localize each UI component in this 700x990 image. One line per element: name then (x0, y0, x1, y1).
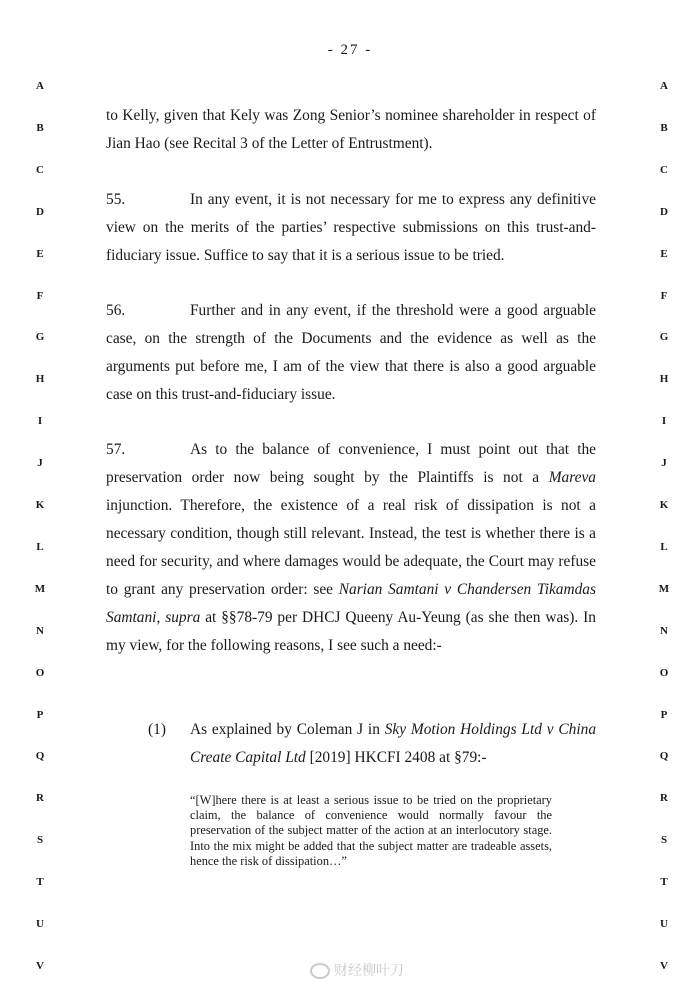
left-margin-letter-f: F (36, 289, 44, 302)
supra-italic: supra (165, 609, 201, 626)
right-margin-letter-j: J (661, 457, 667, 470)
left-margin-letter-u: U (36, 918, 44, 930)
right-margin-letter-v: V (660, 959, 668, 972)
right-margin-letter-l: L (660, 540, 668, 553)
page-number: - 27 - (327, 42, 373, 58)
right-margin-letter-h: H (659, 373, 669, 386)
left-margin-letter-b: B (36, 121, 44, 134)
left-margin-letter-m: M (34, 582, 46, 595)
left-margin-letter-d: D (36, 205, 44, 218)
case-citation-italic: Narian Samtani v Chandersen Tikamdas Samtani (106, 581, 596, 626)
right-margin-letter-m: M (658, 582, 670, 595)
carryover-text: to Kelly, given that Kely was Zong Senior’s nominee shareholder in respect of Jian Hao (see Recital 3 of the Letter of Entrustment). (106, 107, 596, 152)
paragraph-text-part: injunction. Therefore, the existence of a real risk of dissipation is not a necessary condition, though still relevant. Instead, the test is whether there is a need for security, and where damages would be adequate, the Court may refuse to grant any preservation order: see (106, 497, 596, 598)
left-margin-letter-s: S (36, 834, 44, 847)
case-citation-italic: Sky Motion Holdings Ltd v China Create Capital Ltd (190, 721, 597, 766)
sub-item-1 (148, 716, 596, 772)
watermark (310, 960, 404, 980)
right-margin-letter-u: U (660, 918, 668, 930)
left-margin-letter-o: O (35, 666, 45, 679)
left-margin-letter-q: Q (35, 750, 45, 763)
quote-text: “[W]here there is at least a serious issue to be tried on the proprietary claim, the balance of convenience would normally favour the preservation of the subject matter of the action at an interlocutory stage. Into the mix might be added that the subject matter are tradeable assets, hence the risk of dissipation…” (190, 793, 552, 868)
left-margin-letter-k: K (35, 499, 45, 511)
paragraph-number: 56. (106, 302, 126, 319)
left-margin-letter-t: T (36, 876, 44, 889)
left-margin-letter-g: G (35, 331, 45, 344)
right-margin-letter-d: D (660, 205, 668, 218)
sub-item-text-part: [2019] HKCFI 2408 at §79:- (305, 749, 487, 766)
paragraph-text-part: at §§78-79 per DHCJ Queeny Au-Yeung (as she then was). In my view, for the following reasons, I see such a need:- (106, 609, 596, 654)
paragraph-text: In any event, it is not necessary for me to express any definitive view on the merits of the parties’ respective submissions on this trust-and-fiduciary issue. Suffice to say that it is a serious issue to be tried. (106, 191, 596, 264)
left-margin-letter-e: E (36, 247, 44, 260)
paragraph-55 (106, 186, 596, 270)
right-margin-letter-r: R (660, 792, 668, 805)
right-margin-letter-q: Q (659, 750, 669, 763)
left-margin-letter-r: R (36, 792, 44, 805)
left-margin-letter-p: P (36, 708, 44, 721)
paragraph-number: 57. (106, 441, 126, 458)
right-margin-letter-e: E (660, 247, 668, 260)
paragraph-text-part: , (156, 609, 166, 626)
right-margin-letter-k: K (659, 499, 669, 511)
left-margin-letter-j: J (37, 457, 43, 470)
paragraph-56 (106, 297, 596, 409)
right-margin-letter-c: C (660, 163, 668, 176)
sub-item-text-part: As explained by Coleman J in (190, 721, 385, 738)
watermark-text: 财经柳叶刀 (334, 963, 404, 979)
right-margin-letter-a: A (660, 80, 668, 92)
carryover-paragraph (106, 102, 596, 158)
left-margin-letter-i: I (37, 415, 43, 428)
paragraph-number: 55. (106, 191, 126, 208)
left-margin-letter-c: C (36, 163, 44, 176)
right-margin-letter-t: T (660, 876, 668, 889)
sub-item-number: (1) (148, 721, 166, 738)
right-margin-letter-n: N (660, 624, 668, 637)
paragraph-text: Further and in any event, if the threshold were a good arguable case, on the strength of the Documents and the evidence as well as the arguments put before me, I am of the view that there is also a good arguable case on this trust-and-fiduciary issue. (106, 302, 596, 403)
right-margin-letter-p: P (660, 708, 668, 721)
right-margin-letter-b: B (660, 121, 668, 134)
left-margin-letter-a: A (36, 80, 44, 92)
left-margin-letter-n: N (36, 624, 44, 637)
left-margin-letter-h: H (35, 373, 45, 386)
right-margin-letter-f: F (660, 289, 668, 302)
right-margin-letter-o: O (659, 666, 669, 679)
left-margin-letter-v: V (36, 959, 44, 972)
right-margin-letter-s: S (660, 834, 668, 847)
right-margin-letter-g: G (659, 331, 669, 344)
case-term-italic: Mareva (548, 469, 596, 486)
right-margin-letter-i: I (661, 415, 667, 428)
block-quote (190, 793, 552, 869)
weibo-logo-icon (310, 963, 330, 979)
left-margin-letter-l: L (36, 540, 44, 553)
paragraph-57 (106, 436, 596, 660)
paragraph-text-part: As to the balance of convenience, I must point out that the preservation order now being sought by the Plaintiffs is not a (106, 441, 596, 486)
